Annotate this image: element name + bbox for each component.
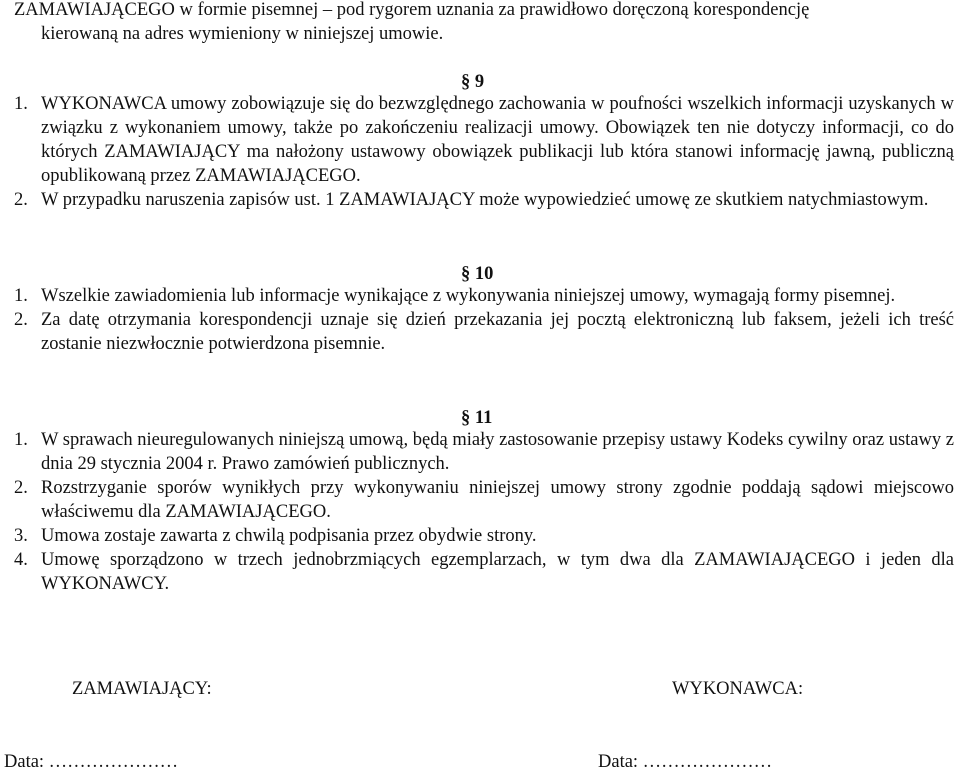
section-10-items (14, 284, 954, 356)
section-11-item-1 (14, 428, 954, 476)
signature-label-contractor: WYKONAWCA: (672, 679, 804, 699)
item-text: Za datę otrzymania korespondencji uznaje się dzień przekazania jej pocztą elektroniczną lub faksem, jeżeli ich treść zostanie niezwłocznie potwierdzona pisemnie. (41, 310, 954, 354)
section-10-item-1 (14, 284, 954, 308)
section-9-item-2 (14, 188, 954, 212)
section-11-title: § 11 (461, 408, 493, 428)
signature-label-ordering-party: ZAMAWIAJĄCY: (72, 679, 212, 699)
item-number: 2. (14, 310, 28, 330)
item-text: W sprawach nieuregulowanych niniejszą umową, będą miały zastosowanie przepisy ustawy Kodeks cywilny oraz ustawy z dnia 29 stycznia 2004 r. Prawo zamówień publicznych. (41, 430, 954, 474)
item-text: Rozstrzyganie sporów wynikłych przy wykonywaniu niniejszej umowy strony zgodnie poddają sądowi miejscowo właściwemu dla ZAMAWIAJĄCEGO. (41, 478, 954, 522)
item-number: 1. (14, 94, 28, 114)
section-10-title: § 10 (461, 264, 494, 284)
intro-line-2: kierowaną na adres wymieniony w niniejszej umowie. (41, 24, 444, 44)
item-number: 1. (14, 286, 28, 306)
section-11-item-2 (14, 476, 954, 524)
section-11-items (14, 428, 954, 596)
item-text: Umowa zostaje zawarta z chwilą podpisania przez obydwie strony. (41, 526, 537, 546)
item-number: 2. (14, 478, 28, 498)
section-11-item-3 (14, 524, 954, 548)
item-number: 3. (14, 526, 28, 546)
section-9-item-1 (14, 92, 954, 188)
section-9-items (14, 92, 954, 212)
signature-date-right: Data: ………………… (598, 752, 773, 772)
item-number: 1. (14, 430, 28, 450)
item-text: W przypadku naruszenia zapisów ust. 1 ZAMAWIAJĄCY może wypowiedzieć umowę ze skutkiem natychmiastowym. (41, 190, 929, 210)
signature-date-left: Data: ………………… (4, 752, 179, 772)
item-text: Wszelkie zawiadomienia lub informacje wynikające z wykonywania niniejszej umowy, wymagają formy pisemnej. (41, 286, 896, 306)
section-9-title: § 9 (461, 72, 485, 92)
item-number: 4. (14, 550, 28, 570)
intro-paragraph (14, 0, 954, 46)
item-text: WYKONAWCA umowy zobowiązuje się do bezwzględnego zachowania w poufności wszelkich informacji uzyskanych w związku z wykonaniem umowy, także po zakończeniu realizacji umowy. Obowiązek ten nie dotyczy informacji, co do których ZAMAWIAJĄCY ma nałożony ustawowy obowiązek publikacji lub która stanowi informację jawną, publiczną opublikowaną przez ZAMAWIAJĄCEGO. (41, 94, 954, 186)
intro-line-1: ZAMAWIAJĄCEGO w formie pisemnej – pod rygorem uznania za prawidłowo doręczoną korespondencję (14, 0, 810, 20)
section-11-item-4 (14, 548, 954, 596)
section-10-item-2 (14, 308, 954, 356)
item-text: Umowę sporządzono w trzech jednobrzmiących egzemplarzach, w tym dwa dla ZAMAWIAJĄCEGO i jeden dla WYKONAWCY. (41, 550, 954, 594)
item-number: 2. (14, 190, 28, 210)
